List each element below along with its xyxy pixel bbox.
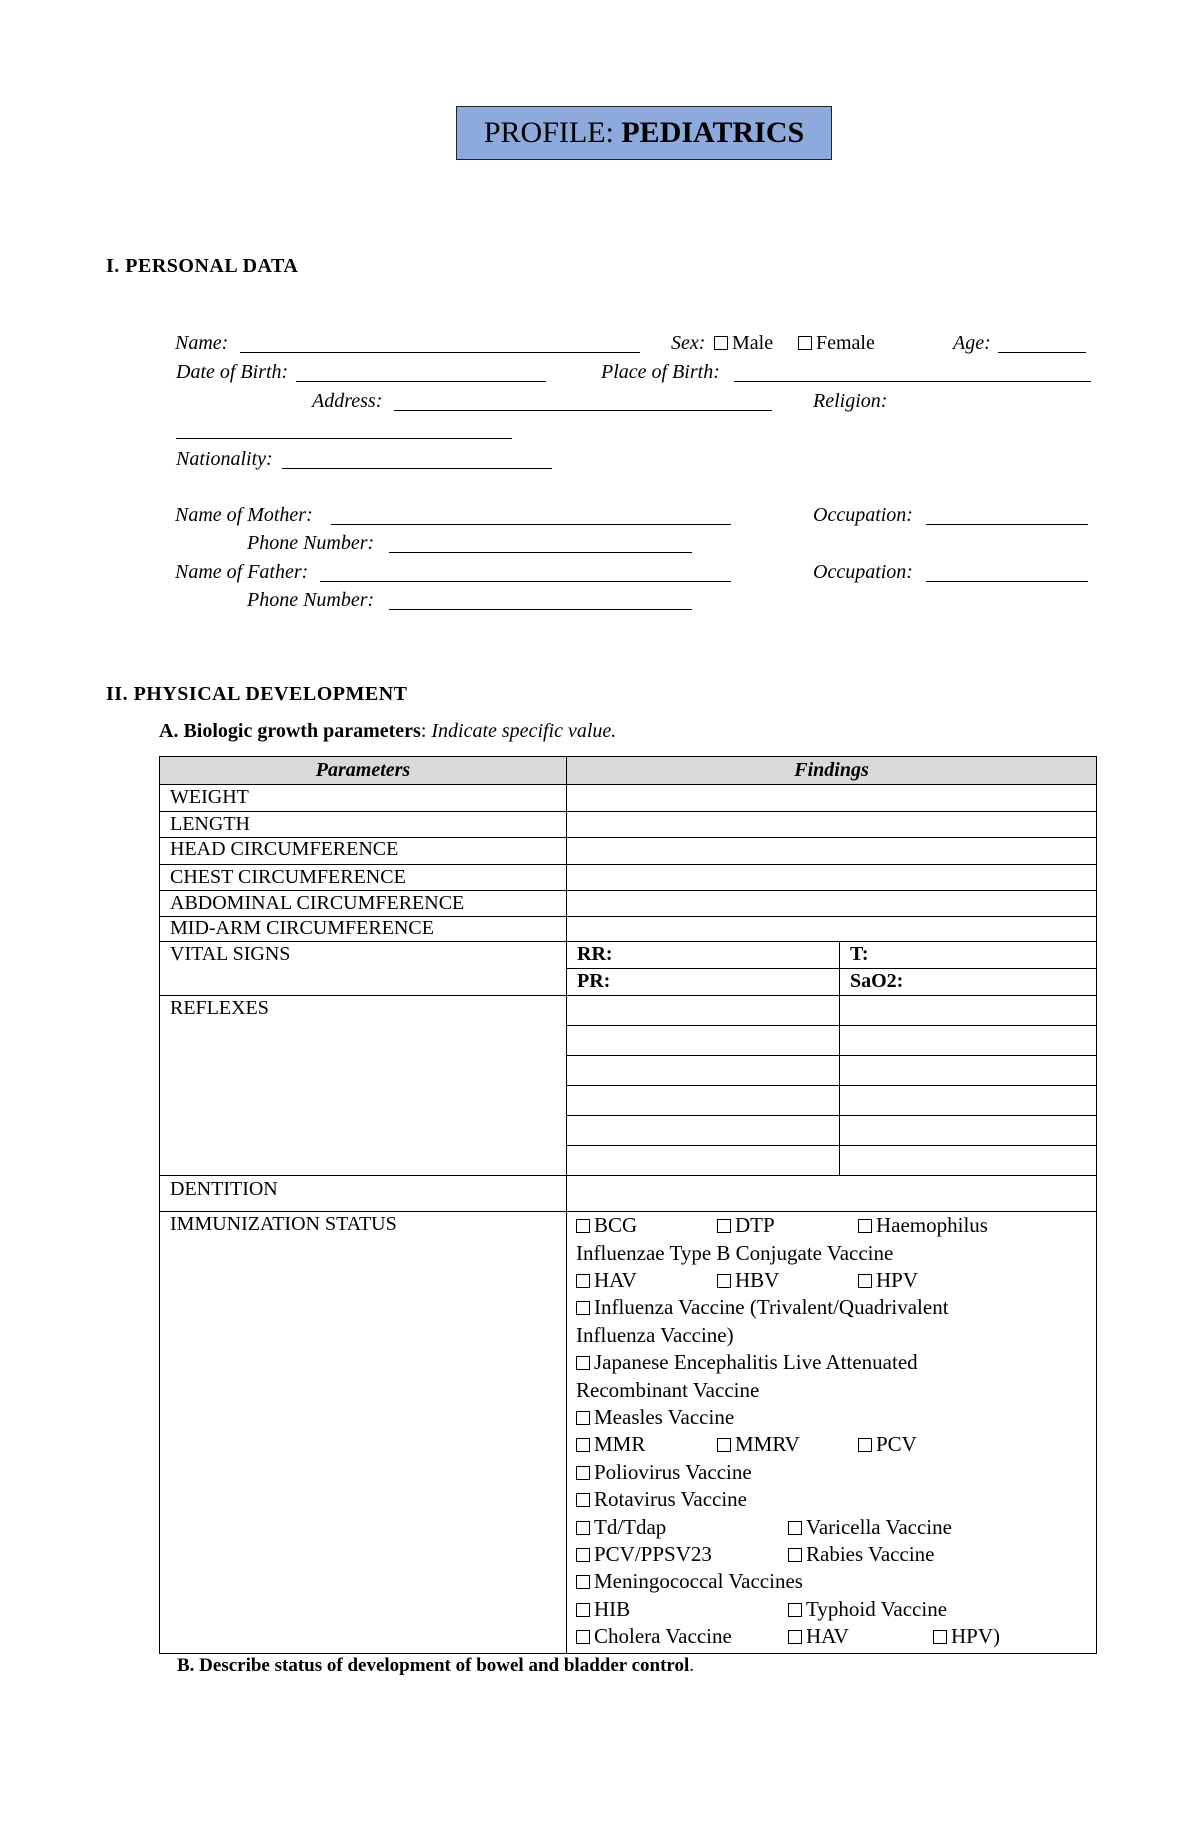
- reflex-cell[interactable]: [839, 1055, 1097, 1086]
- tdap-label: Td/Tdap: [594, 1515, 667, 1539]
- chest-circumference-finding-cell[interactable]: [566, 864, 1097, 891]
- hav-option[interactable]: [576, 1268, 637, 1292]
- pr-label: PR:: [577, 970, 611, 992]
- sex-label: Sex:: [671, 332, 706, 354]
- father-name-label: Name of Father:: [175, 561, 309, 583]
- table-row: [159, 864, 567, 891]
- poliovirus-checkbox[interactable]: [576, 1466, 590, 1480]
- table-row: [159, 916, 567, 942]
- mmrv-option[interactable]: [717, 1432, 800, 1456]
- sex-male-option[interactable]: [714, 332, 773, 355]
- row-label-head-circumference: HEAD CIRCUMFERENCE: [170, 838, 399, 860]
- row-label-chest-circumference: CHEST CIRCUMFERENCE: [170, 866, 406, 888]
- japanese-encephalitis-option[interactable]: [576, 1350, 918, 1374]
- female-checkbox[interactable]: [798, 336, 812, 350]
- measles-checkbox[interactable]: [576, 1411, 590, 1425]
- sao2-cell[interactable]: [839, 968, 1097, 996]
- weight-finding-cell[interactable]: [566, 784, 1097, 812]
- mother-occupation-label: Occupation:: [813, 504, 913, 526]
- varicella-label: Varicella Vaccine: [806, 1515, 952, 1539]
- dtp-label: DTP: [735, 1213, 775, 1237]
- japanese-encephalitis-checkbox[interactable]: [576, 1356, 590, 1370]
- mmr-option[interactable]: [576, 1432, 645, 1456]
- row-label-dentition: DENTITION: [170, 1178, 278, 1200]
- hib-option[interactable]: [576, 1597, 630, 1621]
- dob-label: Date of Birth:: [176, 361, 289, 383]
- cholera-option[interactable]: [576, 1624, 732, 1648]
- pcv-ppsv23-label: PCV/PPSV23: [594, 1542, 712, 1566]
- reflex-cell[interactable]: [839, 1145, 1097, 1176]
- row-label-mid-arm-circumference: MID-ARM CIRCUMFERENCE: [170, 917, 434, 939]
- title-prefix: PROFILE:: [483, 116, 622, 149]
- father-name-field[interactable]: [320, 561, 731, 582]
- hpv-checkbox[interactable]: [858, 1274, 872, 1288]
- header-parameters: Parameters: [159, 756, 567, 785]
- section-physical-development-heading: II. PHYSICAL DEVELOPMENT: [106, 683, 408, 705]
- table-row: [159, 1211, 567, 1654]
- pcv-ppsv23-checkbox[interactable]: [576, 1548, 590, 1562]
- row-label-vital-signs: VITAL SIGNS: [170, 943, 291, 965]
- name-label: Name:: [175, 332, 229, 354]
- male-checkbox[interactable]: [714, 336, 728, 350]
- bcg-option[interactable]: [576, 1213, 637, 1237]
- measles-label: Measles Vaccine: [594, 1405, 735, 1429]
- sao2-label: SaO2:: [850, 970, 904, 992]
- rabies-label: Rabies Vaccine: [806, 1542, 935, 1566]
- rr-label: RR:: [577, 943, 613, 965]
- pr-cell[interactable]: [566, 968, 840, 996]
- rabies-checkbox[interactable]: [788, 1548, 802, 1562]
- row-label-reflexes: REFLEXES: [170, 997, 269, 1019]
- mother-name-field[interactable]: [331, 504, 731, 525]
- page-title: [456, 106, 832, 160]
- subsection-a-colon: :: [420, 720, 432, 742]
- influenza-label: Influenza Vaccine (Trivalent/Quadrivalent: [594, 1295, 949, 1319]
- header-findings: Findings: [566, 756, 1097, 785]
- hpv2-option[interactable]: [933, 1624, 1000, 1648]
- father-occupation-label: Occupation:: [813, 561, 913, 583]
- haemophilus-label: Haemophilus: [876, 1213, 988, 1237]
- rabies-option[interactable]: [788, 1542, 934, 1566]
- measles-option[interactable]: [576, 1405, 734, 1429]
- age-label: Age:: [953, 332, 991, 354]
- reflex-cell[interactable]: [839, 1025, 1097, 1056]
- mother-occupation-field[interactable]: [926, 504, 1088, 525]
- reflex-cell[interactable]: [566, 1055, 840, 1086]
- influenza-checkbox[interactable]: [576, 1301, 590, 1315]
- varicella-checkbox[interactable]: [788, 1521, 802, 1535]
- rotavirus-option[interactable]: [576, 1487, 747, 1511]
- subsection-b-title: B. Describe status of development of bowel and bladder control: [177, 1655, 690, 1676]
- haemophilus-checkbox[interactable]: [858, 1219, 872, 1233]
- hbv-option[interactable]: [717, 1268, 779, 1292]
- influenza-label-cont: Influenza Vaccine): [576, 1323, 734, 1347]
- subsection-a-heading: [159, 720, 616, 743]
- rotavirus-checkbox[interactable]: [576, 1493, 590, 1507]
- address-label: Address:: [312, 390, 383, 412]
- table-row: [159, 811, 567, 838]
- hpv-label: HPV: [876, 1268, 919, 1292]
- typhoid-checkbox[interactable]: [788, 1603, 802, 1617]
- father-phone-label: Phone Number:: [247, 589, 375, 611]
- father-phone-field[interactable]: [389, 589, 692, 610]
- pcv-option[interactable]: [858, 1432, 917, 1456]
- meningococcal-checkbox[interactable]: [576, 1575, 590, 1589]
- reflex-cell[interactable]: [839, 1085, 1097, 1116]
- reflex-cell[interactable]: [839, 995, 1097, 1026]
- address-field[interactable]: [394, 390, 772, 411]
- hav2-checkbox[interactable]: [788, 1630, 802, 1644]
- mother-phone-label: Phone Number:: [247, 532, 375, 554]
- section-personal-data-heading: I. PERSONAL DATA: [106, 255, 299, 277]
- hav2-label: HAV: [806, 1624, 849, 1648]
- table-row: [159, 1175, 567, 1212]
- tdap-checkbox[interactable]: [576, 1521, 590, 1535]
- meningococcal-option[interactable]: [576, 1569, 803, 1593]
- japanese-encephalitis-label-cont: Recombinant Vaccine: [576, 1378, 760, 1402]
- dtp-option[interactable]: [717, 1213, 775, 1237]
- title-main: PEDIATRICS: [621, 116, 805, 149]
- table-row: [159, 941, 567, 996]
- hpv-option[interactable]: [858, 1268, 918, 1292]
- reflex-cell[interactable]: [566, 1025, 840, 1056]
- cholera-label: Cholera Vaccine: [594, 1624, 732, 1648]
- rotavirus-label: Rotavirus Vaccine: [594, 1487, 747, 1511]
- table-row: [159, 890, 567, 917]
- hpv2-checkbox[interactable]: [933, 1630, 947, 1644]
- haemophilus-label-cont: Influenzae Type B Conjugate Vaccine: [576, 1241, 894, 1265]
- mother-name-label: Name of Mother:: [175, 504, 313, 526]
- rr-cell[interactable]: [566, 941, 840, 969]
- reflex-cell[interactable]: [566, 1145, 840, 1176]
- reflex-cell[interactable]: [566, 995, 840, 1026]
- hib-checkbox[interactable]: [576, 1603, 590, 1617]
- pcv-checkbox[interactable]: [858, 1438, 872, 1452]
- name-field[interactable]: [240, 332, 640, 353]
- row-label-length: LENGTH: [170, 813, 250, 835]
- pob-field[interactable]: [734, 361, 1091, 382]
- subsection-b-period: .: [689, 1655, 695, 1676]
- table-row: [159, 784, 567, 812]
- hpv2-label: HPV): [951, 1624, 1001, 1648]
- dentition-finding-cell[interactable]: [566, 1175, 1097, 1212]
- mid-arm-circumference-finding-cell[interactable]: [566, 916, 1097, 942]
- mmrv-checkbox[interactable]: [717, 1438, 731, 1452]
- age-field[interactable]: [998, 332, 1086, 353]
- father-occupation-field[interactable]: [926, 561, 1088, 582]
- subsection-a-title: A. Biologic growth parameters: [159, 720, 421, 742]
- bcg-checkbox[interactable]: [576, 1219, 590, 1233]
- influenza-option[interactable]: [576, 1295, 949, 1319]
- bcg-label: BCG: [594, 1213, 638, 1237]
- reflex-cell[interactable]: [566, 1085, 840, 1116]
- row-label-immunization-status: IMMUNIZATION STATUS: [170, 1213, 397, 1235]
- poliovirus-label: Poliovirus Vaccine: [594, 1460, 752, 1484]
- religion-label: Religion:: [813, 390, 888, 412]
- tdap-option[interactable]: [576, 1515, 666, 1539]
- t-label: T:: [850, 943, 869, 965]
- dob-field[interactable]: [296, 361, 546, 382]
- reflex-cell[interactable]: [566, 1115, 840, 1146]
- mother-phone-field[interactable]: [389, 532, 692, 553]
- head-circumference-finding-cell[interactable]: [566, 837, 1097, 865]
- mmr-label: MMR: [594, 1432, 646, 1456]
- temperature-cell[interactable]: [839, 941, 1097, 969]
- subsection-b-heading: [177, 1655, 694, 1677]
- reflex-cell[interactable]: [839, 1115, 1097, 1146]
- mmrv-label: MMRV: [735, 1432, 800, 1456]
- hav-label: HAV: [594, 1268, 637, 1292]
- haemophilus-option[interactable]: [858, 1213, 988, 1237]
- female-label: Female: [816, 332, 875, 354]
- meningococcal-label: Meningococcal Vaccines: [594, 1569, 803, 1593]
- typhoid-label: Typhoid Vaccine: [806, 1597, 948, 1621]
- abdominal-circumference-finding-cell[interactable]: [566, 890, 1097, 917]
- row-label-weight: WEIGHT: [170, 786, 249, 808]
- poliovirus-option[interactable]: [576, 1460, 752, 1484]
- nationality-label: Nationality:: [176, 448, 273, 470]
- row-label-abdominal-circumference: ABDOMINAL CIRCUMFERENCE: [170, 892, 465, 914]
- hib-label: HIB: [594, 1597, 631, 1621]
- hbv-label: HBV: [735, 1268, 780, 1292]
- religion-field[interactable]: [176, 418, 512, 439]
- length-finding-cell[interactable]: [566, 811, 1097, 838]
- varicella-option[interactable]: [788, 1515, 952, 1539]
- pob-label: Place of Birth:: [601, 361, 720, 383]
- cholera-checkbox[interactable]: [576, 1630, 590, 1644]
- table-row: [159, 837, 567, 865]
- sex-female-option[interactable]: [798, 332, 875, 355]
- pcv-label: PCV: [876, 1432, 917, 1456]
- hav-checkbox[interactable]: [576, 1274, 590, 1288]
- nationality-field[interactable]: [282, 448, 552, 469]
- pcv-ppsv23-option[interactable]: [576, 1542, 712, 1566]
- hav2-option[interactable]: [788, 1624, 849, 1648]
- japanese-encephalitis-label: Japanese Encephalitis Live Attenuated: [594, 1350, 918, 1374]
- male-label: Male: [732, 332, 774, 354]
- subsection-a-instruction: Indicate specific value.: [431, 720, 617, 742]
- mmr-checkbox[interactable]: [576, 1438, 590, 1452]
- typhoid-option[interactable]: [788, 1597, 947, 1621]
- hbv-checkbox[interactable]: [717, 1274, 731, 1288]
- dtp-checkbox[interactable]: [717, 1219, 731, 1233]
- immunization-findings-cell: [566, 1211, 1097, 1654]
- table-row: [159, 995, 567, 1176]
